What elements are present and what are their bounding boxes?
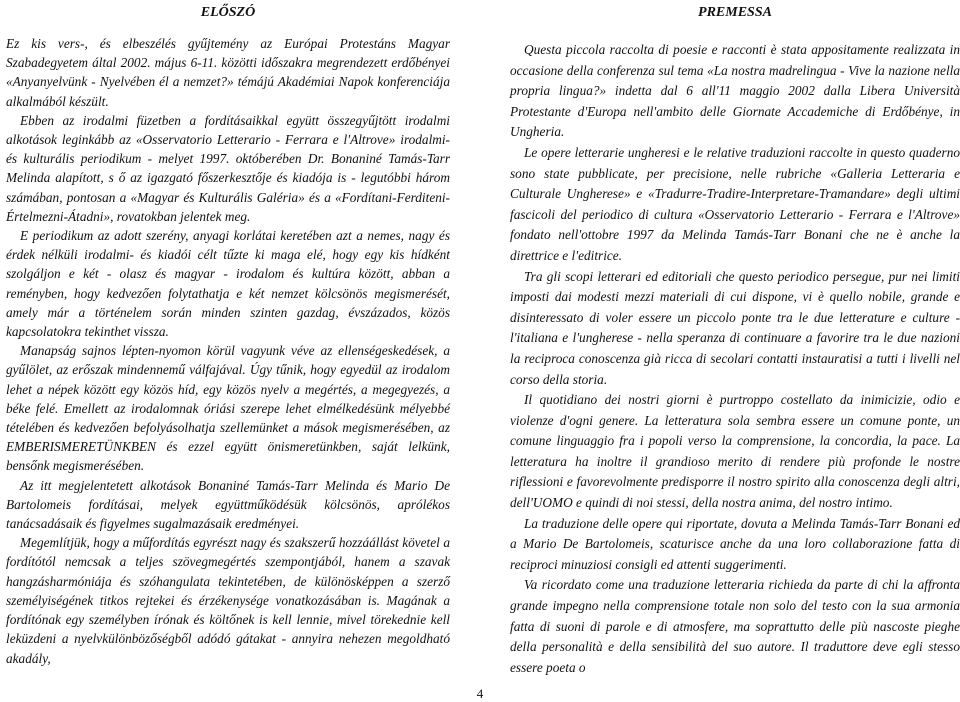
italian-paragraph: Le opere letterarie ungheresi e le relative traduzioni raccolte in questo quaderno sono state pubblicate, per precisione, nelle rubriche «Galleria Letteraria e Culturale Ungherese» e «Tradurre-Tradire-Interpretare-Tramandare» degli ultimi fascicoli del periodico di cultura «Osservatorio Letterario - Ferrara e l'Altrove» fondato nell'ottobre 1997 da Melinda Tamás-Tarr Bonani che ne è anche la direttrice e l'editrice. bbox=[510, 144, 960, 263]
italian-paragraph: Va ricordato come una traduzione letteraria richieda da parte di chi la affronta grande impegno nella comprensione totale non solo del testo con la sua armonia fatta di suoni di parole e di atmosfere, ma soprattutto delle più nascoste pieghe della personalità e della sensibilità del suo autore. Il traduttore deve egli stesso essere poeta o bbox=[510, 577, 960, 675]
italian-column bbox=[510, 0, 960, 678]
hungarian-paragraph: Manapság sajnos lépten-nyomon körül vagyunk véve az ellenségeskedések, a gyűlölet, az erőszak mindennemű válfajával. Úgy tűnik, hogy egyedül az irodalom lehet a népek között egy közös híd, egy közös nyelv a megértés, a megegyezés, a béke felé. Emellett az irodalomnak óriási szerepe lehet elmélkedésünk mélyebbé tételében és kedvezően befolyásolhatja szellemünket a mások megismerésében, az EMBERISMERETÜNKBEN és ezzel együtt önismeretünkben, saját lelkünk, bensőnk megismerésében. bbox=[6, 343, 450, 474]
hungarian-text bbox=[6, 34, 450, 668]
page-number: 4 bbox=[476, 686, 484, 701]
italian-paragraph: Questa piccola raccolta di poesie e racconti è stata appositamente realizzata in occasione della conferenza sul tema «La nostra madrelingua - Vive la nazione nella propria lingua?» indetta dal 6 all'11 maggio 2002 dalla Libera Università Protestante d'Europa nell'ambito delle Giornate Accademiche di Erdőbénye, in Ungheria. bbox=[510, 42, 960, 140]
italian-paragraph: Il quotidiano dei nostri giorni è purtroppo costellato da inimicizie, odio e violenze d'ogni genere. La letteratura sola sembra essere un comune ponte, un comune linguaggio fra i popoli verso la comprensione, la concordia, la pace. La letteratura ha inoltre il grandioso merito di rendere più profonde le nostre riflessioni e favorevolmente predisporre il nostro spirito alla conoscenza degli altri, dell'UOMO e quindi di noi stessi, della nostra anima, del nostro intimo. bbox=[510, 392, 960, 511]
hungarian-paragraph: Ez kis vers-, és elbeszélés gyűjtemény az Európai Protestáns Magyar Szabadegyetem által 2002. május 6-11. közötti időszakra megrendezett erdőbényei «Anyanyelvünk - Nyelvében él a nemzet?» témájú Akadémiai Napok konferenciája alkalmából készült. bbox=[6, 36, 450, 109]
italian-paragraph: La traduzione delle opere qui riportate, dovuta a Melinda Tamás-Tarr Bonani ed a Mario De Bartolomeis, scaturisce anche da una loro collaborazione fatta di reciproci minuziosi consigli ed attenti suggerimenti. bbox=[510, 515, 960, 572]
italian-paragraph: Tra gli scopi letterari ed editoriali che questo periodico persegue, pur nei limiti imposti dai modesti mezzi materiali di cui dispone, vi è quello nobile, grande e disinteressato di voler essere un piccolo ponte tra le due letterature e culture - l'italiana e l'ungherese - nella speranza di continuare a favorire tra le due nazioni la reciproca conoscenza già ricca di secolari contatti instauratisi a tutti i livelli nel corso della storia. bbox=[510, 268, 960, 387]
hungarian-paragraph: Megemlítjük, hogy a műfordítás egyrészt nagy és szakszerű hozzáállást követel a fordítótól nemcsak a teljes szövegmegértés szempontjából, hanem a szavak hangzásharmóniája és szóhangulata tekintetében, de különösképpen a szerző személyiségének titkos rejtekei és érzékenysége vonatkozásában is. Magának a fordítónak egy személyben írónak és költőnek is kell lennie, mivel törekednie kell leküzdeni a nyelvkülönbözőségből adódó gátakat - annyira nehezen megoldható akadály, bbox=[6, 535, 450, 666]
hungarian-title: ELŐSZÓ bbox=[200, 5, 256, 20]
hungarian-column bbox=[6, 0, 450, 668]
italian-text bbox=[510, 40, 960, 678]
italian-title: PREMESSA bbox=[698, 5, 772, 20]
hungarian-paragraph: Ebben az irodalmi füzetben a fordításaikkal együtt összegyűjtött irodalmi alkotások leginkább az «Osservatorio Letterario - Ferrara e l'Altrove» irodalmi- és kulturális periodikum - melyet 1997. októberében Dr. Bonaniné Tamás-Tarr Melinda alapított, s ő az igazgató főszerkesztője és kiadója is - legutóbbi három számában, pontosan a «Magyar és Kulturális Galéria» és a «Fordítani-Ferditeni-Értelmezni-Átadni», rovatokban jelentek meg. bbox=[6, 112, 450, 224]
hungarian-paragraph: Az itt megjelentetett alkotások Bonaniné Tamás-Tarr Melinda és Mario De Bartolomeis fordításai, melyek együttműködésük kölcsönös, aprólékos tanácsadásaik és figyelmes sugalmazásaik eredményei. bbox=[6, 477, 450, 532]
hungarian-paragraph: E periodikum az adott szerény, anyagi korlátai keretében azt a nemes, nagy és érdek nélküli irodalmi- és kiadói célt tűzte ki maga elé, hogy egy kis hídként szolgáljon e két - olasz és magyar - irodalom és kultúra között, abban a reményben, hogy kedvezően folytathatja e két nemzet kölcsönös megismerését, amely már a történelem során minden szinten gazdag, évszázados, közös kapcsolatokra tekinthet vissza. bbox=[6, 228, 450, 340]
